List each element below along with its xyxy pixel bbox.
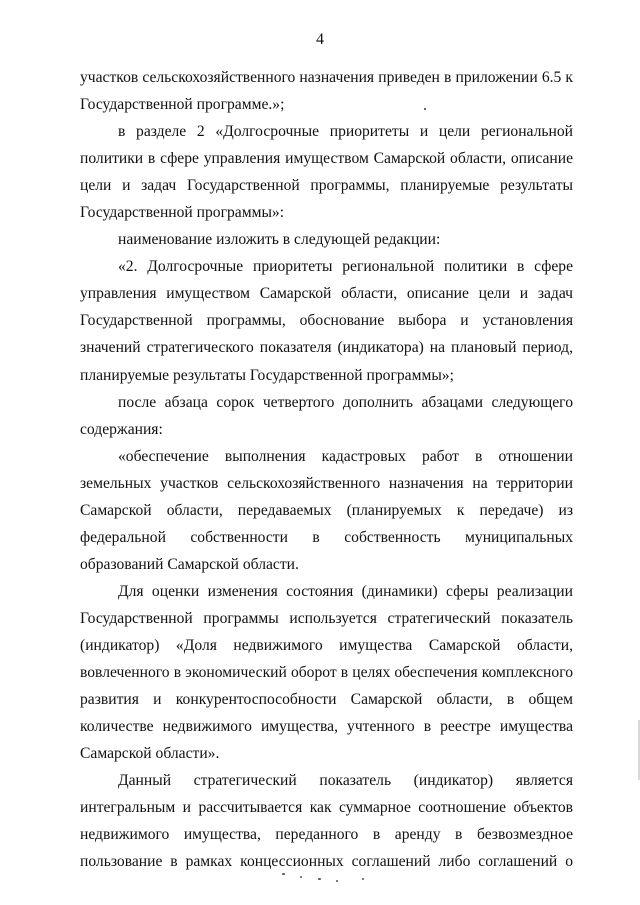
paragraph-4: «2. Долгосрочные приоритеты региональной политики в сфере управления имуществом Самарской области, описание цели и задач Государственной программы, обоснование выбора и установления значений стратегического показателя (индикатора) на плановый период, планируемые результаты Государственной программы»; (80, 258, 573, 384)
paragraph-8: Данный стратегический показатель (индикатор) является интегральным и рассчитывается как суммарное соотношение объектов недвижимого имущества, переданного в аренду в безвозмездное пользование в рамках концессионных соглашений либо соглашений о (80, 772, 573, 871)
paragraph-5: после абзаца сорок четвертого дополнить абзацами следующего содержания: (80, 393, 573, 438)
scan-speck (282, 873, 285, 875)
document-body (80, 64, 573, 875)
scan-speck (336, 880, 338, 882)
scan-speck (362, 878, 364, 880)
paragraph-7: Для оценки изменения состояния (динамики) сферы реализации Государственной программы используется стратегический показатель (индикатор) «Доля недвижимого имущества Самарской области, вовлеченного в экономический оборот в целях обеспечения комплексного развития и конкурентоспособности Самарской области, в общем количестве недвижимого имущества, учтенного в реестре имущества Самарской области». (80, 582, 573, 763)
paragraph-6: «обеспечение выполнения кадастровых работ в отношении земельных участков сельскохозяйственного назначения на территории Самарской области, передаваемых (планируемых к передаче) из федеральной собственности в собственность муниципальных образований Самарской области. (80, 447, 573, 573)
scan-dot (424, 108, 426, 110)
scan-speck (318, 878, 321, 880)
paragraph-1: участков сельскохозяйственного назначения приведен в приложении 6.5 к Государственной программе.»; (80, 69, 573, 114)
page-number: 4 (316, 31, 324, 48)
paragraph-2: в разделе 2 «Долгосрочные приоритеты и цели региональной политики в сфере управления имуществом Самарской области, описание цели и задач Государственной программы, планируемые результаты Государственной программы»: (80, 123, 573, 222)
paragraph-3: наименование изложить в следующей редакции: (118, 231, 441, 249)
scan-speck (300, 876, 302, 878)
